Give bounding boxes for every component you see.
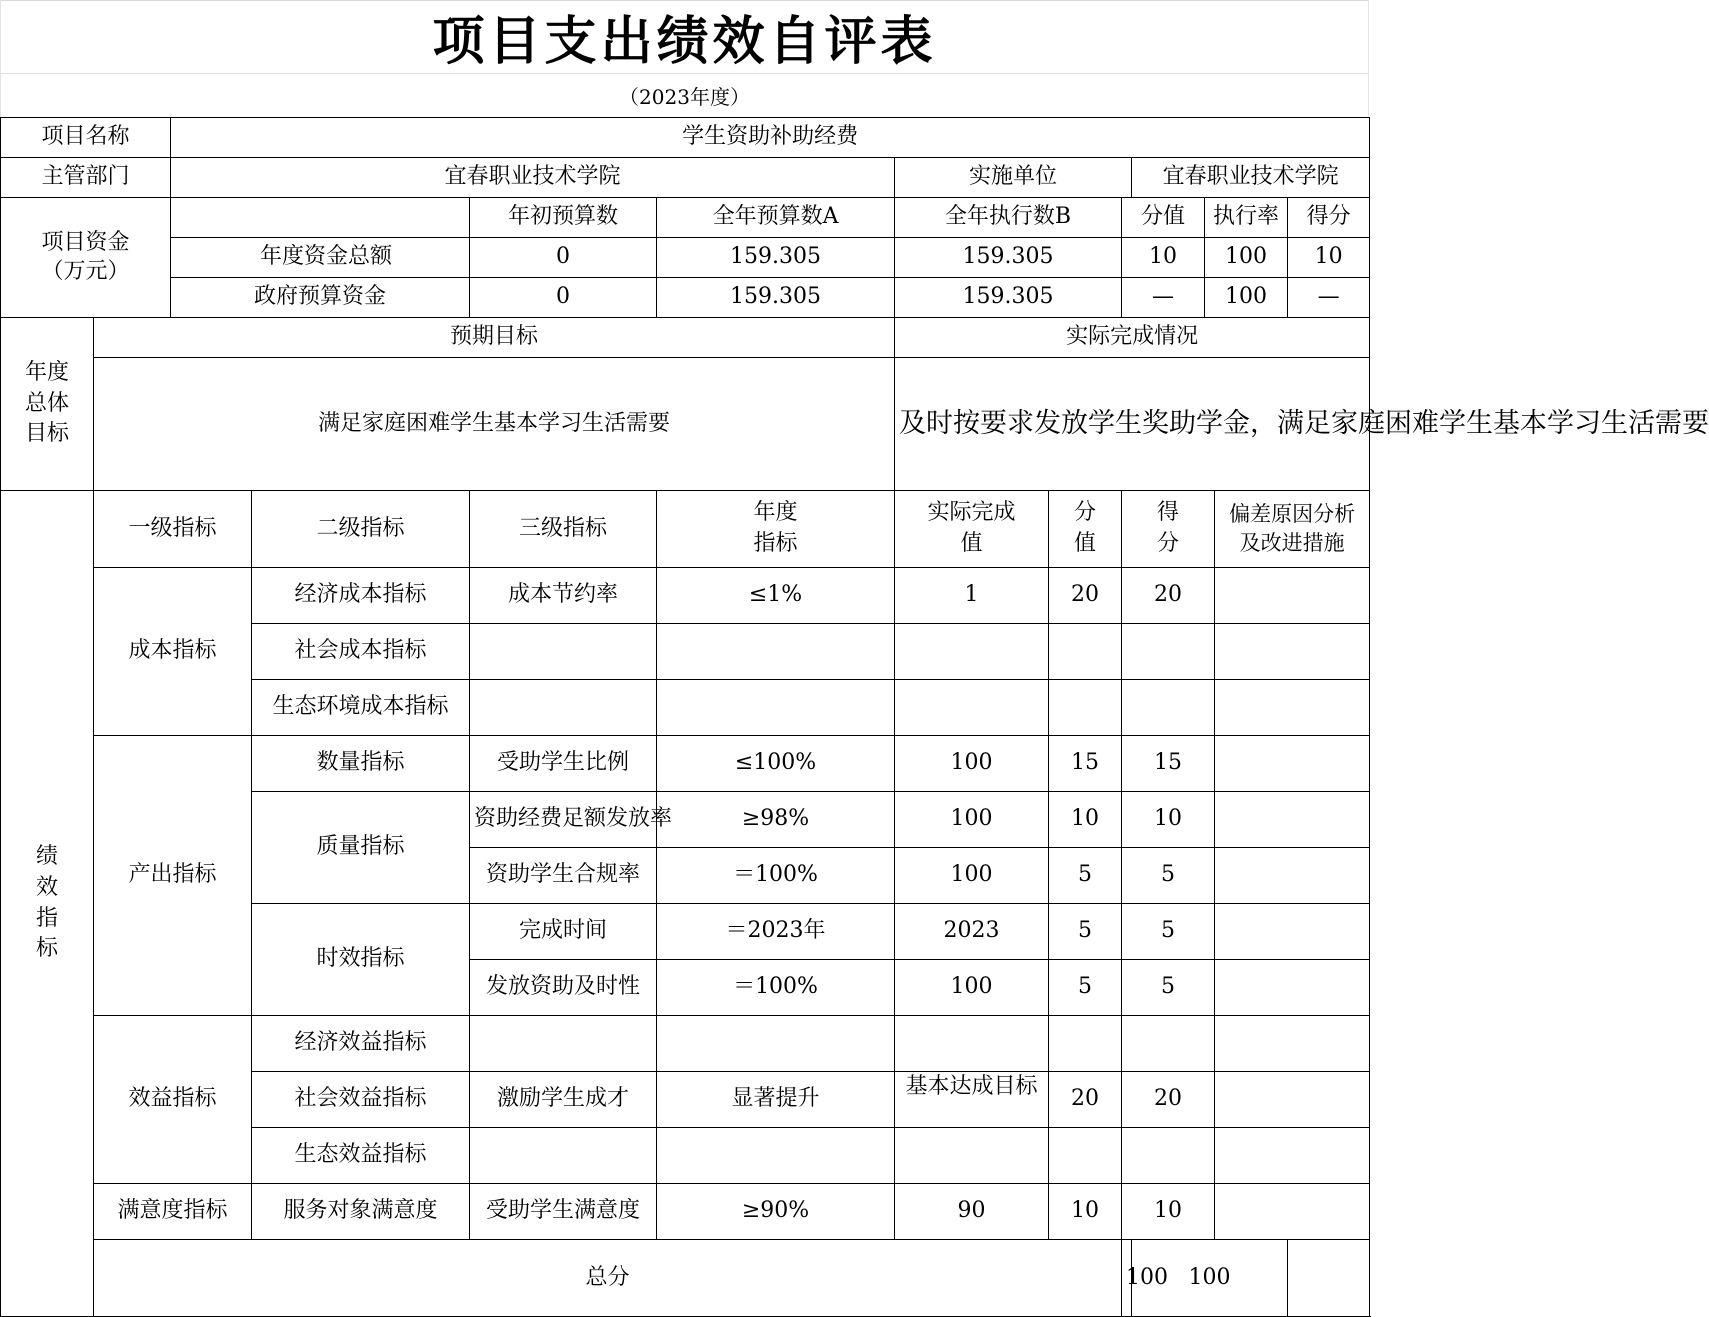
- output-timeliness-score: 5: [1122, 904, 1215, 960]
- cost-economic-target: ≤1%: [657, 568, 895, 624]
- unit-label: 实施单位: [895, 158, 1132, 198]
- benefit-economic-score: [1122, 1016, 1215, 1072]
- output-quantity-deviation: [1215, 736, 1370, 792]
- header-level3: 三级指标: [470, 491, 657, 568]
- header-annual-target: 年度指标: [657, 491, 895, 568]
- benefit-economic-item: [470, 1016, 657, 1072]
- benefit-economic-value: [1049, 1016, 1122, 1072]
- output-timeliness-value: 5: [1049, 960, 1122, 1016]
- benefit-social-deviation: [1215, 1072, 1370, 1128]
- actual-goal-label: 实际完成情况: [895, 318, 1370, 358]
- funds-row-score: 10: [1288, 238, 1370, 278]
- total-score: 100: [1132, 1240, 1288, 1317]
- expected-goal: 满足家庭困难学生基本学习生活需要: [94, 358, 895, 491]
- header-level2: 二级指标: [252, 491, 470, 568]
- funds-row-executed: 159.305: [895, 238, 1122, 278]
- funds-row-name: 年度资金总额: [171, 238, 470, 278]
- output-quantity-label: 数量指标: [252, 736, 470, 792]
- funds-row-score-value: —: [1122, 278, 1205, 318]
- funds-header-annual: 全年预算数A: [657, 198, 895, 238]
- total-deviation: [1288, 1240, 1370, 1317]
- benefit-eco-item: [470, 1128, 657, 1184]
- benefit-social-actual: 基本达成目标: [895, 1072, 1049, 1128]
- cost-economic-label: 经济成本指标: [252, 568, 470, 624]
- output-quality-score: 5: [1122, 848, 1215, 904]
- funds-row-executed: 159.305: [895, 278, 1122, 318]
- report-year: （2023年度）: [619, 85, 750, 109]
- output-quantity-score: 15: [1122, 736, 1215, 792]
- cost-social-deviation: [1215, 624, 1370, 680]
- satisfaction-item: 受助学生满意度: [470, 1184, 657, 1240]
- cost-economic-deviation: [1215, 568, 1370, 624]
- funds-row-name: 政府预算资金: [171, 278, 470, 318]
- cost-eco-target: [657, 680, 895, 736]
- cost-social-item: [470, 624, 657, 680]
- cost-economic-score: 20: [1122, 568, 1215, 624]
- dept-value: 宜春职业技术学院: [171, 158, 895, 198]
- satisfaction-indicator-label: 满意度指标: [94, 1184, 252, 1240]
- funds-row-initial: 0: [470, 278, 657, 318]
- funds-label-line2: （万元）: [41, 258, 130, 284]
- header-actual-value: 实际完成值: [895, 491, 1049, 568]
- benefit-indicator-label: 效益指标: [94, 1016, 252, 1184]
- cost-eco-score: [1122, 680, 1215, 736]
- benefit-eco-target: [657, 1128, 895, 1184]
- cost-social-score: [1122, 624, 1215, 680]
- funds-label-line1: 项目资金: [41, 229, 130, 255]
- cost-social-target: [657, 624, 895, 680]
- output-timeliness-value: 5: [1049, 904, 1122, 960]
- funds-header-score-value: 分值: [1122, 198, 1205, 238]
- funds-header-rate: 执行率: [1205, 198, 1288, 238]
- output-quality-deviation: [1215, 848, 1370, 904]
- header-score-value: 分值: [1049, 491, 1122, 568]
- funds-row-initial: 0: [470, 238, 657, 278]
- output-quality-actual: 100: [895, 792, 1049, 848]
- funds-header-initial: 年初预算数: [470, 198, 657, 238]
- output-timeliness-label: 时效指标: [252, 904, 470, 1016]
- header-deviation: 偏差原因分析及改进措施: [1215, 491, 1370, 568]
- output-quality-target: ＝100%: [657, 848, 895, 904]
- total-value: 100: [1122, 1240, 1132, 1317]
- output-timeliness-item: 完成时间: [470, 904, 657, 960]
- benefit-economic-target: [657, 1016, 895, 1072]
- output-quantity-actual: 100: [895, 736, 1049, 792]
- benefit-social-value: 20: [1049, 1072, 1122, 1128]
- output-timeliness-score: 5: [1122, 960, 1215, 1016]
- cost-eco-value: [1049, 680, 1122, 736]
- satisfaction-sub-label: 服务对象满意度: [252, 1184, 470, 1240]
- benefit-economic-actual: [895, 1016, 1049, 1072]
- goals-label: 年度总体目标: [1, 318, 94, 491]
- output-quantity-target: ≤100%: [657, 736, 895, 792]
- funds-header-blank: [171, 198, 470, 238]
- output-quality-item: 资助经费足额发放率: [470, 792, 657, 848]
- output-quantity-value: 15: [1049, 736, 1122, 792]
- project-name-value: 学生资助补助经费: [171, 118, 1370, 158]
- cost-economic-actual: 1: [895, 568, 1049, 624]
- funds-label: [1, 198, 171, 318]
- output-indicator-label: 产出指标: [94, 736, 252, 1016]
- cost-eco-actual: [895, 680, 1049, 736]
- cost-indicator-label: 成本指标: [94, 568, 252, 736]
- funds-row-rate: 100: [1205, 278, 1288, 318]
- benefit-social-score: 20: [1122, 1072, 1215, 1128]
- output-quality-label: 质量指标: [252, 792, 470, 904]
- header-score: 得分: [1122, 491, 1215, 568]
- benefit-social-label: 社会效益指标: [252, 1072, 470, 1128]
- cost-economic-item: 成本节约率: [470, 568, 657, 624]
- funds-row-score: —: [1288, 278, 1370, 318]
- page-title: 项目支出绩效自评表: [432, 11, 937, 72]
- output-quality-target: ≥98%: [657, 792, 895, 848]
- funds-header-score: 得分: [1288, 198, 1370, 238]
- cost-eco-deviation: [1215, 680, 1370, 736]
- header-level1: 一级指标: [94, 491, 252, 568]
- funds-row-annual: 159.305: [657, 238, 895, 278]
- cost-social-label: 社会成本指标: [252, 624, 470, 680]
- funds-row-annual: 159.305: [657, 278, 895, 318]
- output-quality-value: 5: [1049, 848, 1122, 904]
- expected-goal-label: 预期目标: [94, 318, 895, 358]
- output-quantity-item: 受助学生比例: [470, 736, 657, 792]
- benefit-eco-score: [1122, 1128, 1215, 1184]
- output-timeliness-actual: 2023: [895, 904, 1049, 960]
- benefit-social-item: 激励学生成才: [470, 1072, 657, 1128]
- dept-label: 主管部门: [1, 158, 171, 198]
- output-quality-score: 10: [1122, 792, 1215, 848]
- satisfaction-score: 10: [1122, 1184, 1215, 1240]
- benefit-eco-label: 生态效益指标: [252, 1128, 470, 1184]
- benefit-eco-value: [1049, 1128, 1122, 1184]
- benefit-social-target: 显著提升: [657, 1072, 895, 1128]
- output-timeliness-actual: 100: [895, 960, 1049, 1016]
- performance-table: [0, 117, 1709, 1317]
- cost-social-value: [1049, 624, 1122, 680]
- output-quality-item: 资助学生合规率: [470, 848, 657, 904]
- funds-row-score-value: 10: [1122, 238, 1205, 278]
- output-timeliness-target: ＝100%: [657, 960, 895, 1016]
- cost-economic-value: 20: [1049, 568, 1122, 624]
- output-timeliness-deviation: [1215, 904, 1370, 960]
- unit-value: 宜春职业技术学院: [1132, 158, 1370, 198]
- benefit-eco-deviation: [1215, 1128, 1370, 1184]
- cost-eco-item: [470, 680, 657, 736]
- satisfaction-value: 10: [1049, 1184, 1122, 1240]
- cost-social-actual: [895, 624, 1049, 680]
- output-timeliness-target: ＝2023年: [657, 904, 895, 960]
- satisfaction-deviation: [1215, 1184, 1370, 1240]
- indicators-section-label: 绩效指标: [1, 491, 94, 1317]
- output-quality-actual: 100: [895, 848, 1049, 904]
- funds-header-executed: 全年执行数B: [895, 198, 1122, 238]
- benefit-eco-actual: [895, 1128, 1049, 1184]
- actual-goal: 及时按要求发放学生奖助学金，满足家庭困难学生基本学习生活需要: [895, 358, 1370, 491]
- total-label: 总分: [94, 1240, 1122, 1317]
- output-quality-value: 10: [1049, 792, 1122, 848]
- output-timeliness-deviation: [1215, 960, 1370, 1016]
- benefit-economic-deviation: [1215, 1016, 1370, 1072]
- cost-eco-label: 生态环境成本指标: [252, 680, 470, 736]
- satisfaction-target: ≥90%: [657, 1184, 895, 1240]
- output-timeliness-item: 发放资助及时性: [470, 960, 657, 1016]
- output-quality-deviation: [1215, 792, 1370, 848]
- funds-row-rate: 100: [1205, 238, 1288, 278]
- benefit-economic-label: 经济效益指标: [252, 1016, 470, 1072]
- project-name-label: 项目名称: [1, 118, 171, 158]
- satisfaction-actual: 90: [895, 1184, 1049, 1240]
